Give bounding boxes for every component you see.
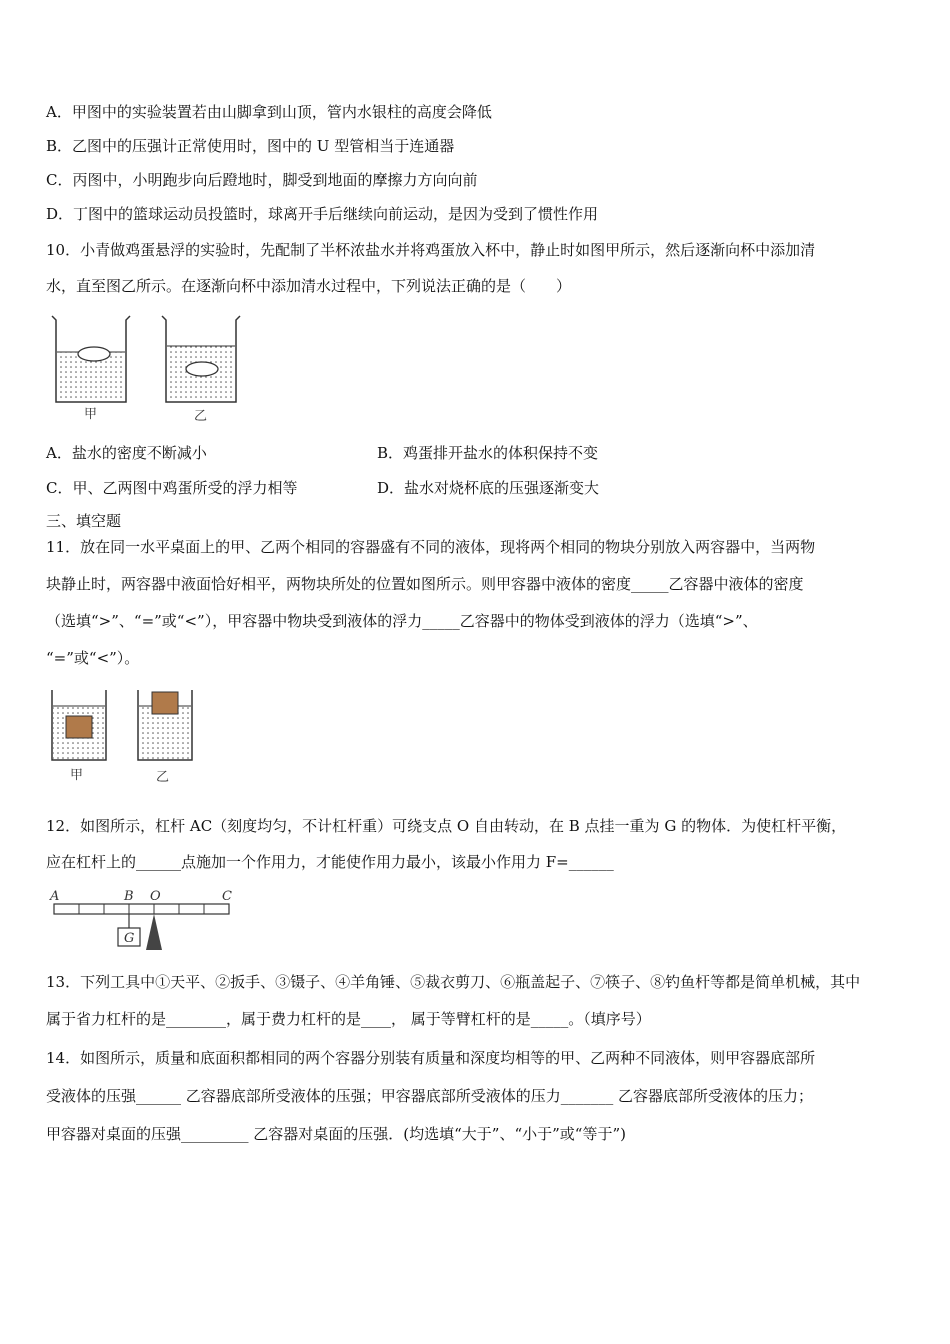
lever-label-c: C [222,889,232,904]
q11-stem-line1: 11．放在同一水平桌面上的甲、乙两个相同的容器盛有不同的液体，现将两个相同的物块分别放入两容器中，当两物 [46,538,816,556]
lever-label-o: O [150,889,161,904]
q10-beakers-figure [44,310,244,425]
beaker-yi [162,316,240,402]
q11-containers-figure [46,686,206,786]
fulcrum [146,914,162,950]
q11-stem-line3: （选填“>”、“=”或“<”），甲容器中物块受到液体的浮力_____乙容器中的物体受到液体的浮力（选填“>”、 [46,612,758,630]
q10-option-a: A．盐水的密度不断减小 [46,444,207,462]
q11-stem-line4: “=”或“<”）。 [46,649,140,667]
q14-stem-line2: 受液体的压强______ 乙容器底部所受液体的压强；甲容器底部所受液体的压力_______ 乙容器底部所受液体的压力； [46,1087,814,1105]
q14-stem-line3: 甲容器对桌面的压强_________ 乙容器对桌面的压强．(均选填“大于”、“小于”或“等于”) [46,1125,626,1143]
q13-stem-line2: 属于省力杠杆的是________，属于费力杠杆的是____， 属于等臂杠杆的是_____。（填序号） [46,1010,651,1028]
q10-option-d: D．盐水对烧杯底的压强逐渐变大 [377,479,600,497]
egg-yi [186,362,218,376]
fig-label-jia: 甲 [84,407,98,422]
q12-stem-line2: 应在杠杆上的______点施加一个作用力，才能使作用力最小，该最小作用力 F=______ [46,853,614,871]
weight-label-g: G [124,931,135,946]
fig-label-yi: 乙 [194,409,208,424]
fig11-label-jia: 甲 [70,768,84,783]
lever-bar [54,904,229,914]
q10-stem-line1: 10．小青做鸡蛋悬浮的实验时，先配制了半杯浓盐水并将鸡蛋放入杯中，静止时如图甲所示，然后逐渐向杯中添加清 [46,241,816,259]
q10-stem-line2: 水，直至图乙所示。在逐渐向杯中添加清水过程中，下列说法正确的是（ ） [46,277,572,295]
q14-stem-line1: 14．如图所示，质量和底面积都相同的两个容器分别装有质量和深度均相等的甲、乙两种不同液体，则甲容器底部所 [46,1049,816,1067]
beaker-jia [52,316,130,402]
section-title: 三、填空题 [46,512,122,530]
q9-option-a: A．甲图中的实验装置若由山脚拿到山顶，管内水银柱的高度会降低 [46,103,492,121]
egg-jia [78,347,110,361]
q12-lever-figure [46,884,246,954]
block-yi [152,692,178,714]
block-jia [66,716,92,738]
lever-label-a: A [50,889,60,904]
fig11-label-yi: 乙 [156,770,170,785]
q9-option-c: C．丙图中，小明跑步向后蹬地时，脚受到地面的摩擦力方向向前 [46,171,478,189]
container-jia [52,690,106,760]
q12-stem-line1: 12．如图所示，杠杆 AC（刻度均匀，不计杠杆重）可绕支点 O 自由转动，在 B 点挂一重为 G 的物体．为使杠杆平衡， [46,817,847,835]
lever-label-b: B [124,889,134,904]
container-yi [138,690,192,760]
q9-option-b: B．乙图中的压强计正常使用时，图中的 U 型管相当于连通器 [46,137,455,155]
q10-option-b: B．鸡蛋排开盐水的体积保持不变 [377,444,599,462]
q10-option-c: C．甲、乙两图中鸡蛋所受的浮力相等 [46,479,298,497]
q11-stem-line2: 块静止时，两容器中液面恰好相平，两物块所处的位置如图所示。则甲容器中液体的密度_____乙容器中液体的密度 [46,575,804,593]
q9-option-d: D．丁图中的篮球运动员投篮时，球离开手后继续向前运动，是因为受到了惯性作用 [46,205,599,223]
q13-stem-line1: 13．下列工具中①天平、②扳手、③镊子、④羊角锤、⑤裁衣剪刀、⑥瓶盖起子、⑦筷子、⑧钓鱼杆等都是简单机械，其中 [46,973,861,991]
